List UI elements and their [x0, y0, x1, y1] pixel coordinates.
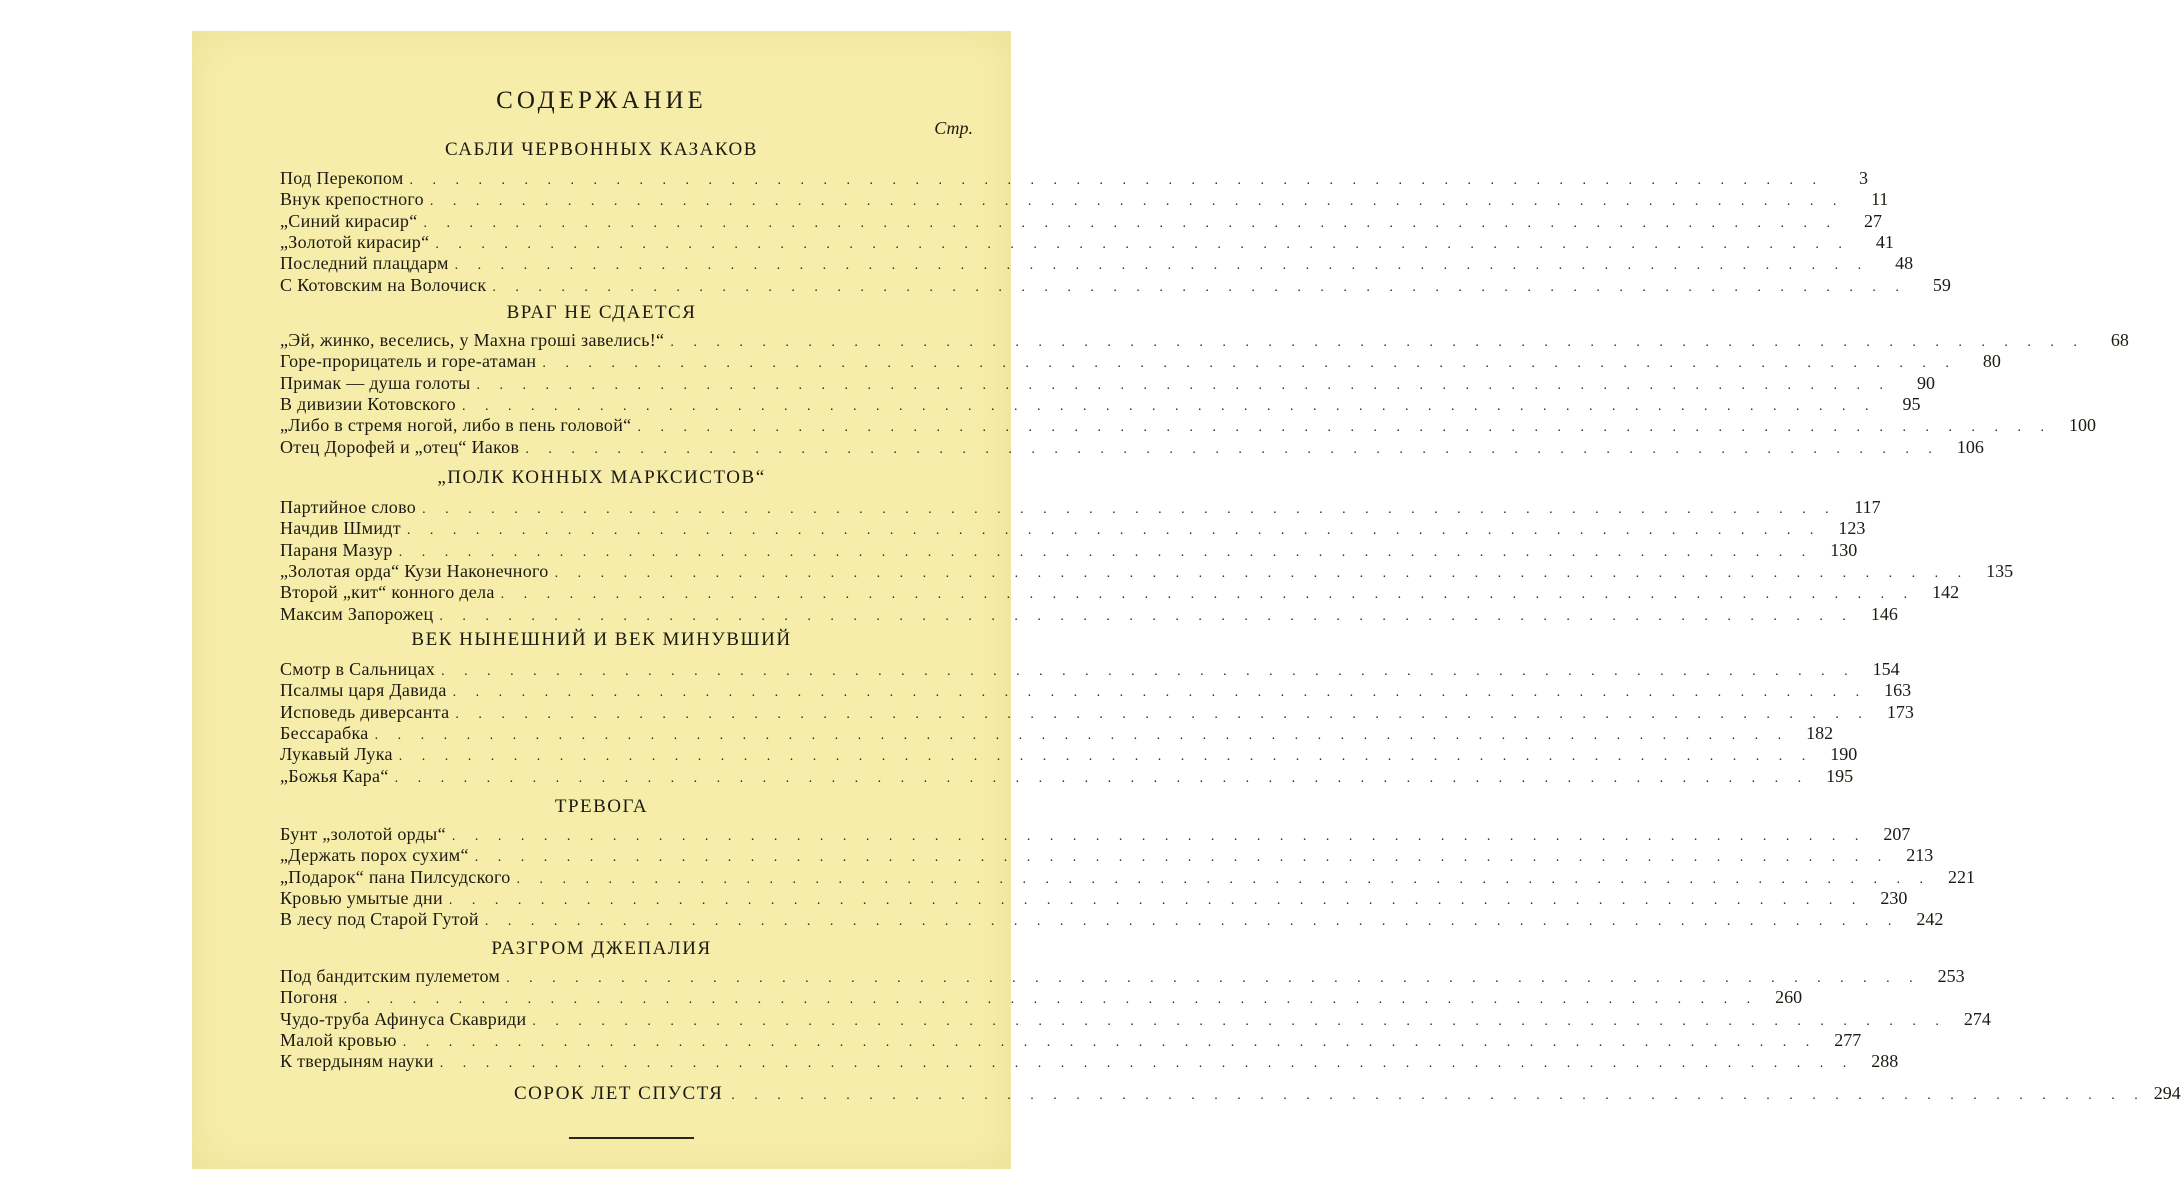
leader-dots: . . . . . . . . . . . . . . . . . . . . . . . . . . . . . . . . . . . . . . . . . . . . . . . . . . . . . . . . . . . . . . [554, 565, 1970, 581]
toc-entry [280, 701, 1914, 723]
leader-dots: . . . . . . . . . . . . . . . . . . . . . . . . . . . . . . . . . . . . . . . . . . . . . . . . . . . . . . . . . . . . . . [542, 356, 1957, 372]
leader-dots: . . . . . . . . . . . . . . . . . . . . . . . . . . . . . . . . . . . . . . . . . . . . . . . . . . . . . . . . . . . . . . [731, 1088, 2146, 1103]
entry-title: Малой кровью [280, 1029, 397, 1050]
entry-page-number: 48 [1895, 253, 1914, 274]
entry-title: Смотр в Сальницах [280, 659, 436, 679]
leader-dots: . . . . . . . . . . . . . . . . . . . . . . . . . . . . . . . . . . . . . . . . . . . . . . . . . . . . . . . . . . . . . . [429, 194, 1845, 210]
toc-entry [280, 909, 1944, 930]
leader-dots: . . . . . . . . . . . . . . . . . . . . . . . . . . . . . . . . . . . . . . . . . . . . . . . . . . . . . . . . . . . . . . [409, 173, 1825, 188]
toc-entry [280, 415, 2096, 436]
entry-page-number: 288 [1871, 1051, 1899, 1072]
leader-dots: . . . . . . . . . . . . . . . . . . . . . . . . . . . . . . . . . . . . . . . . . . . . . . . . . . . . . . . . . . . . . . [452, 685, 1868, 701]
toc-entry [280, 824, 1911, 845]
toc-entry [280, 680, 1912, 701]
leader-dots: . . . . . . . . . . . . . . . . . . . . . . . . . . . . . . . . . . . . . . . . . . . . . . . . . . . . . . . . . . . . . . [476, 377, 1892, 393]
entry-page-number: 3 [1859, 168, 1869, 188]
entry-page-number: 90 [1917, 372, 1936, 393]
entry-title: Параня Мазур [280, 539, 393, 560]
entry-page-number: 182 [1806, 722, 1834, 743]
entry-page-number: 41 [1875, 231, 1894, 252]
toc-entry [280, 987, 1803, 1008]
entry-title: Под Перекопом [280, 168, 404, 188]
leader-dots: . . . . . . . . . . . . . . . . . . . . . . . . . . . . . . . . . . . . . . . . . . . . . . . . . . . . . . . . . . . . . . [406, 523, 1822, 539]
entry-title: Отец Дорофей и „отец“ Иаков [280, 436, 520, 457]
entry-page-number: 207 [1883, 824, 1911, 844]
entry-page-number: 274 [1963, 1008, 1991, 1029]
entry-title: Горе-прорицатель и горе-атаман [280, 351, 537, 372]
leader-dots: . . . . . . . . . . . . . . . . . . . . . . . . . . . . . . . . . . . . . . . . . . . . . . . . . . . . . . . . . . . . . . [435, 236, 1850, 252]
leader-dots: . . . . . . . . . . . . . . . . . . . . . . . . . . . . . . . . . . . . . . . . . . . . . . . . . . . . . . . . . . . . . . [516, 871, 1932, 887]
leader-dots: . . . . . . . . . . . . . . . . . . . . . . . . . . . . . . . . . . . . . . . . . . . . . . . . . . . . . . . . . . . . . . [451, 829, 1867, 844]
toc-entry [280, 436, 1984, 458]
entry-page-number: 154 [1872, 659, 1900, 679]
entry-title: „Золотая орда“ Кузи Наконечного [280, 560, 549, 581]
entry-title: В дивизии Котовского [280, 393, 456, 414]
toc-entry [280, 274, 1951, 296]
entry-page-number: 117 [1854, 497, 1881, 517]
entry-title: Кровью умытые дни [280, 887, 443, 908]
toc-entry [280, 744, 1858, 765]
final-entry-page: 294 [2153, 1083, 2181, 1103]
toc-entry [280, 845, 1934, 866]
toc-entry [280, 210, 1883, 232]
entry-title: Псалмы царя Давида [280, 680, 447, 701]
entry-title: Чудо-труба Афинуса Скавриди [280, 1008, 527, 1029]
toc-entry [280, 393, 1921, 415]
page-column-label: Стр. [934, 118, 973, 138]
leader-dots: . . . . . . . . . . . . . . . . . . . . . . . . . . . . . . . . . . . . . . . . . . . . . . . . . . . . . . . . . . . . . . [532, 1013, 1947, 1029]
section-title: САБЛИ ЧЕРВОННЫХ КАЗАКОВ [445, 139, 758, 160]
leader-dots: . . . . . . . . . . . . . . . . . . . . . . . . . . . . . . . . . . . . . . . . . . . . . . . . . . . . . . . . . . . . . . [394, 770, 1810, 786]
leader-dots: . . . . . . . . . . . . . . . . . . . . . . . . . . . . . . . . . . . . . . . . . . . . . . . . . . . . . . . . . . . . . . [402, 1034, 1818, 1050]
toc-entry [280, 659, 1900, 680]
entry-title: Примак — душа голоты [280, 372, 471, 393]
leader-dots: . . . . . . . . . . . . . . . . . . . . . . . . . . . . . . . . . . . . . . . . . . . . . . . . . . . . . . . . . . . . . . [637, 420, 2052, 436]
toc-entry [280, 253, 1914, 274]
entry-title: Внук крепостного [280, 189, 424, 210]
toc-entry [280, 765, 1854, 787]
leader-dots: . . . . . . . . . . . . . . . . . . . . . . . . . . . . . . . . . . . . . . . . . . . . . . . . . . . . . . . . . . . . . . [500, 587, 1916, 603]
entry-page-number: 260 [1775, 987, 1803, 1008]
entry-title: Бессарабка [280, 722, 369, 743]
toc-entry [280, 351, 2001, 372]
toc-entry [280, 866, 1976, 888]
entry-title: Погоня [280, 987, 338, 1008]
entry-page-number: 146 [1870, 603, 1898, 624]
entry-title: Начдив Шмидт [280, 518, 401, 539]
final-entry [514, 1083, 2181, 1107]
leader-dots: . . . . . . . . . . . . . . . . . . . . . . . . . . . . . . . . . . . . . . . . . . . . . . . . . . . . . . . . . . . . . . [423, 215, 1839, 231]
leader-dots: . . . . . . . . . . . . . . . . . . . . . . . . . . . . . . . . . . . . . . . . . . . . . . . . . . . . . . . . . . . . . . [670, 335, 2085, 350]
entry-page-number: 27 [1864, 210, 1883, 231]
leader-dots: . . . . . . . . . . . . . . . . . . . . . . . . . . . . . . . . . . . . . . . . . . . . . . . . . . . . . . . . . . . . . . [398, 749, 1814, 765]
entry-page-number: 195 [1826, 765, 1854, 786]
toc-entry [280, 330, 2129, 351]
leader-dots: . . . . . . . . . . . . . . . . . . . . . . . . . . . . . . . . . . . . . . . . . . . . . . . . . . . . . . . . . . . . . . [439, 608, 1854, 624]
section-title: РАЗГРОМ ДЖЕПАЛИЯ [491, 938, 712, 959]
entry-page-number: 135 [1986, 560, 2014, 581]
leader-dots: . . . . . . . . . . . . . . . . . . . . . . . . . . . . . . . . . . . . . . . . . . . . . . . . . . . . . . . . . . . . . . [525, 441, 1940, 457]
entry-page-number: 68 [2110, 330, 2129, 350]
toc-entry [280, 231, 1894, 253]
toc-entry [280, 497, 1881, 518]
leader-dots: . . . . . . . . . . . . . . . . . . . . . . . . . . . . . . . . . . . . . . . . . . . . . . . . . . . . . . . . . . . . . . [506, 971, 1921, 986]
toc-entry [280, 603, 1898, 625]
entry-title: Максим Запорожец [280, 603, 434, 624]
entry-title: Второй „кит“ конного дела [280, 582, 495, 603]
toc-entry [280, 887, 1908, 909]
entry-page-number: 221 [1948, 866, 1976, 887]
page-title: СОДЕРЖАНИЕ [496, 87, 707, 114]
toc-entry [280, 966, 1965, 987]
entry-title: Лукавый Лука [280, 744, 393, 765]
leader-dots: . . . . . . . . . . . . . . . . . . . . . . . . . . . . . . . . . . . . . . . . . . . . . . . . . . . . . . . . . . . . . . [474, 850, 1890, 866]
toc-entry [280, 1051, 1899, 1072]
entry-page-number: 163 [1884, 680, 1912, 701]
entry-page-number: 253 [1937, 966, 1965, 986]
entry-title: Бунт „золотой орды“ [280, 824, 446, 844]
toc-entry [280, 1008, 1991, 1030]
toc-entry [280, 722, 1834, 744]
leader-dots: . . . . . . . . . . . . . . . . . . . . . . . . . . . . . . . . . . . . . . . . . . . . . . . . . . . . . . . . . . . . . . [398, 544, 1814, 560]
toc-entry [280, 518, 1866, 539]
entry-title: Исповедь диверсанта [280, 701, 450, 722]
entry-page-number: 190 [1830, 744, 1858, 765]
toc-entry [280, 189, 1889, 210]
entry-page-number: 80 [1982, 351, 2001, 372]
entry-title: „Божья Кара“ [280, 765, 389, 786]
toc-entry [280, 582, 1960, 603]
entry-title: „Эй, жинко, веселись, у Махна гроші завелись!“ [280, 330, 665, 350]
leader-dots: . . . . . . . . . . . . . . . . . . . . . . . . . . . . . . . . . . . . . . . . . . . . . . . . . . . . . . . . . . . . . . [374, 727, 1790, 743]
toc-entry [280, 539, 1858, 561]
entry-title: Партийное слово [280, 497, 417, 517]
entry-page-number: 230 [1880, 887, 1908, 908]
toc-entry [280, 372, 1936, 394]
toc-entry [280, 168, 1869, 189]
leader-dots: . . . . . . . . . . . . . . . . . . . . . . . . . . . . . . . . . . . . . . . . . . . . . . . . . . . . . . . . . . . . . . [454, 258, 1870, 274]
entry-title: „Синий кирасир“ [280, 210, 418, 231]
leader-dots: . . . . . . . . . . . . . . . . . . . . . . . . . . . . . . . . . . . . . . . . . . . . . . . . . . . . . . . . . . . . . . [343, 992, 1759, 1008]
entry-page-number: 11 [1871, 189, 1889, 210]
entry-page-number: 106 [1956, 436, 1984, 457]
entry-page-number: 59 [1932, 274, 1951, 295]
closing-rule [569, 1137, 694, 1139]
entry-page-number: 213 [1906, 845, 1934, 866]
leader-dots: . . . . . . . . . . . . . . . . . . . . . . . . . . . . . . . . . . . . . . . . . . . . . . . . . . . . . . . . . . . . . . [455, 706, 1870, 722]
section-title: ВЕК НЫНЕШНИЙ И ВЕК МИНУВШИЙ [411, 629, 792, 650]
entry-title: „Золотой кирасир“ [280, 231, 430, 252]
leader-dots: . . . . . . . . . . . . . . . . . . . . . . . . . . . . . . . . . . . . . . . . . . . . . . . . . . . . . . . . . . . . . . [492, 279, 1907, 295]
leader-dots: . . . . . . . . . . . . . . . . . . . . . . . . . . . . . . . . . . . . . . . . . . . . . . . . . . . . . . . . . . . . . . [448, 892, 1864, 908]
section-title: ВРАГ НЕ СДАЕТСЯ [506, 302, 697, 323]
leader-dots: . . . . . . . . . . . . . . . . . . . . . . . . . . . . . . . . . . . . . . . . . . . . . . . . . . . . . . . . . . . . . . [422, 502, 1837, 517]
leader-dots: . . . . . . . . . . . . . . . . . . . . . . . . . . . . . . . . . . . . . . . . . . . . . . . . . . . . . . . . . . . . . . [461, 398, 1877, 414]
entry-title: „Либо в стремя ногой, либо в пень головой“ [280, 415, 632, 436]
toc-entry [280, 1029, 1862, 1051]
leader-dots: . . . . . . . . . . . . . . . . . . . . . . . . . . . . . . . . . . . . . . . . . . . . . . . . . . . . . . . . . . . . . . [484, 914, 1900, 930]
entry-title: К твердыням науки [280, 1051, 434, 1072]
final-entry-title: СОРОК ЛЕТ СПУСТЯ [514, 1083, 724, 1104]
entry-page-number: 142 [1932, 582, 1960, 603]
entry-page-number: 173 [1886, 701, 1914, 722]
entry-page-number: 123 [1838, 518, 1866, 539]
entry-page-number: 277 [1834, 1029, 1862, 1050]
entry-title: С Котовским на Волочиск [280, 274, 487, 295]
entry-page-number: 130 [1830, 539, 1858, 560]
section-title: ТРЕВОГА [554, 796, 649, 817]
document-page [192, 31, 2181, 1169]
entry-page-number: 95 [1902, 393, 1921, 414]
entry-title: В лесу под Старой Гутой [280, 909, 479, 930]
entry-title: „Подарок“ пана Пилсудского [280, 866, 511, 887]
entry-title: Под бандитским пулеметом [280, 966, 501, 986]
toc-entry [280, 560, 2014, 582]
leader-dots: . . . . . . . . . . . . . . . . . . . . . . . . . . . . . . . . . . . . . . . . . . . . . . . . . . . . . . . . . . . . . . [439, 1056, 1855, 1072]
entry-title: „Держать порох сухим“ [280, 845, 469, 866]
entry-page-number: 242 [1916, 909, 1944, 930]
leader-dots: . . . . . . . . . . . . . . . . . . . . . . . . . . . . . . . . . . . . . . . . . . . . . . . . . . . . . . . . . . . . . . [441, 664, 1856, 679]
section-title: „ПОЛК КОННЫХ МАРКСИСТОВ“ [437, 467, 766, 488]
entry-page-number: 100 [2068, 415, 2096, 436]
entry-title: Последний плацдарм [280, 253, 449, 274]
